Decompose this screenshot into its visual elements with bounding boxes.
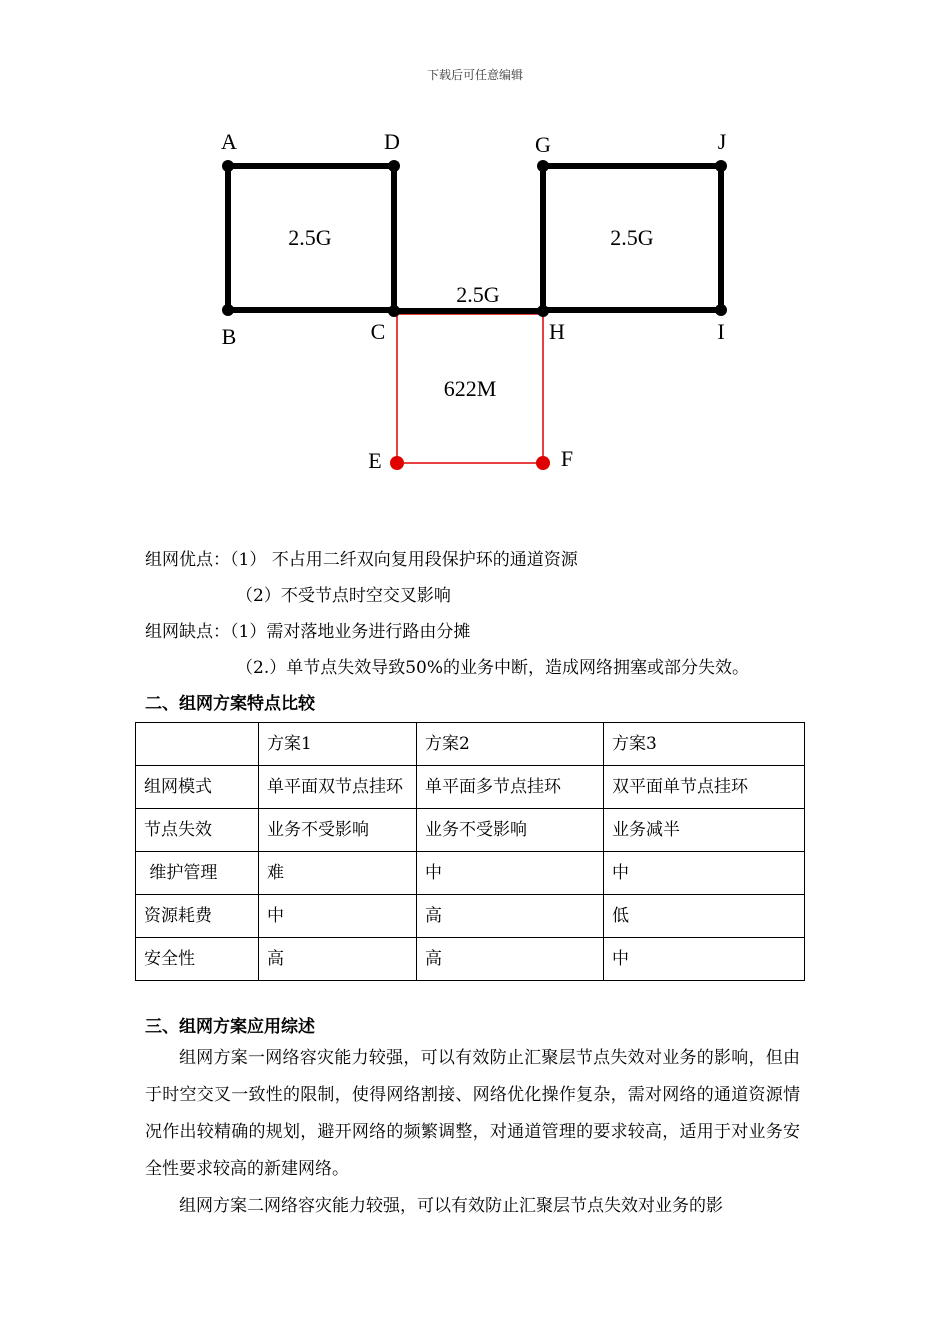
node-a <box>222 160 234 172</box>
table-cell: 资源耗费 <box>136 895 259 938</box>
table-cell: 组网模式 <box>136 766 259 809</box>
node-j <box>715 160 727 172</box>
pros-item-2: （2）不受节点时空交叉影响 <box>236 586 451 606</box>
table-cell: 维护管理 <box>136 852 259 895</box>
table-cell: 中 <box>259 895 417 938</box>
node-i <box>715 304 727 316</box>
cons-item-2: （2.）单节点失效导致50%的业务中断，造成网络拥塞或部分失效。 <box>236 658 750 678</box>
section-3-title: 三、组网方案应用综述 <box>145 1017 315 1037</box>
label-f: F <box>560 446 574 471</box>
table-header-cell: 方案2 <box>417 723 604 766</box>
table-cell: 安全性 <box>136 938 259 981</box>
comparison-table <box>135 722 805 981</box>
table-cell: 节点失效 <box>136 809 259 852</box>
table-row <box>136 852 805 895</box>
label-d: D <box>384 129 400 154</box>
label-g: G <box>535 132 551 157</box>
table-cell: 高 <box>417 938 604 981</box>
access-ring-rate: 622M <box>443 376 497 401</box>
table-header-row <box>136 723 805 766</box>
link-ch-rate: 2.5G <box>456 282 500 307</box>
network-diagram <box>0 0 950 500</box>
table-header-cell <box>136 723 259 766</box>
node-d <box>388 160 400 172</box>
label-j: J <box>717 129 727 154</box>
node-e <box>390 456 404 470</box>
cons-line-1 <box>145 617 470 642</box>
right-ring-rate: 2.5G <box>610 225 654 250</box>
cons-item-1: （1）需对落地业务进行路由分摊 <box>230 622 471 642</box>
node-f <box>536 456 550 470</box>
node-g <box>537 160 549 172</box>
pros-line-1 <box>145 545 578 570</box>
table-cell: 低 <box>604 895 805 938</box>
label-i: I <box>717 319 725 344</box>
table-cell: 中 <box>417 852 604 895</box>
table-cell: 双平面单节点挂环 <box>604 766 805 809</box>
table-cell: 高 <box>417 895 604 938</box>
table-row <box>136 938 805 981</box>
label-e: E <box>368 448 382 473</box>
table-cell: 单平面多节点挂环 <box>417 766 604 809</box>
table-cell: 单平面双节点挂环 <box>259 766 417 809</box>
cons-label: 组网缺点： <box>145 622 230 642</box>
table-cell: 业务不受影响 <box>417 809 604 852</box>
left-ring-rate: 2.5G <box>288 225 332 250</box>
section-2-title: 二、组网方案特点比较 <box>145 694 315 714</box>
section-3-paragraph-1: 组网方案一网络容灾能力较强，可以有效防止汇聚层节点失效对业务的影响，但由于时空交叉一致性的限制，使得网络割接、网络优化操作复杂，需对网络的通道资源情况作出较精确的规划，避开网络的频繁调整，对通道管理的要求较高，适用于对业务安全性要求较高的新建网络。 <box>145 1048 800 1179</box>
label-a: A <box>221 129 237 154</box>
table-row <box>136 809 805 852</box>
pros-item-1: （1） 不占用二纤双向复用段保护环的通道资源 <box>230 550 578 570</box>
table-cell: 中 <box>604 938 805 981</box>
node-c <box>388 305 400 317</box>
table-row <box>136 895 805 938</box>
node-b <box>222 304 234 316</box>
table-cell: 业务不受影响 <box>259 809 417 852</box>
table-header-cell: 方案1 <box>259 723 417 766</box>
node-h <box>537 305 549 317</box>
label-b: B <box>221 324 237 349</box>
pros-label: 组网优点： <box>145 550 230 570</box>
table-cell: 难 <box>259 852 417 895</box>
table-cell: 高 <box>259 938 417 981</box>
table-cell: 中 <box>604 852 805 895</box>
table-cell: 业务减半 <box>604 809 805 852</box>
table-header-cell: 方案3 <box>604 723 805 766</box>
section-3-paragraph-2: 组网方案二网络容灾能力较强，可以有效防止汇聚层节点失效对业务的影 <box>179 1196 723 1216</box>
table-row <box>136 766 805 809</box>
label-h: H <box>549 319 565 344</box>
page-header-note: 下载后可任意编辑 <box>426 68 523 82</box>
label-c: C <box>370 319 386 344</box>
